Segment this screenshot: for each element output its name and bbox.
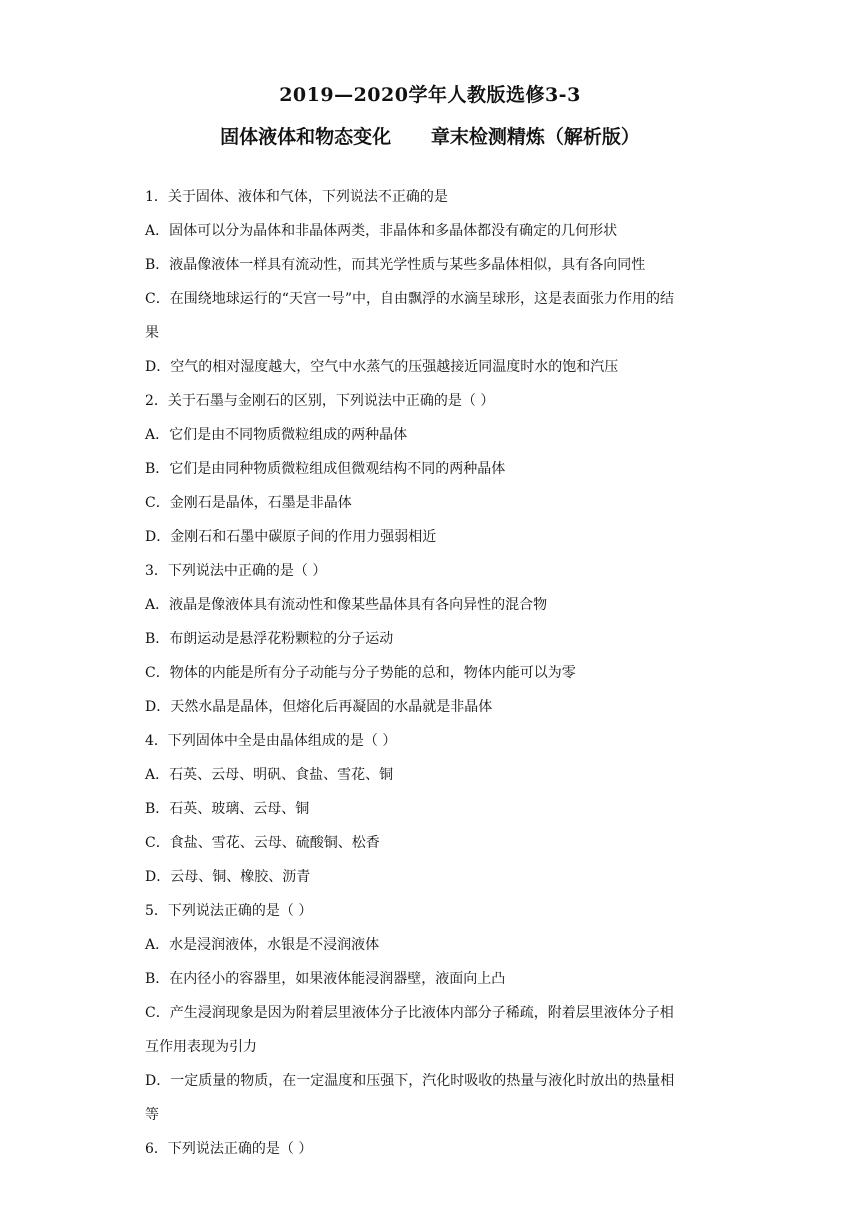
question-3-option-d: D．天然水晶是晶体，但熔化后再凝固的水晶就是非晶体 [145,699,493,715]
question-4-option-b: B．石英、玻璃、云母、铜 [145,801,310,817]
question-6-stem: 6．下列说法正确的是（ ） [145,1141,313,1157]
question-list [145,180,725,1166]
question-5-option-b: B．在内径小的容器里，如果液体能浸润器壁，液面向上凸 [145,971,506,987]
question-1-option-c: C．在围绕地球运行的“天宫一号”中，自由飘浮的水滴呈球形，这是表面张力作用的结 [145,291,675,307]
question-4-option-d: D．云母、铜、橡胶、沥青 [145,869,311,885]
question-1-option-b: B．液晶像液体一样具有流动性，而其光学性质与某些多晶体相似，具有各向同性 [145,257,646,273]
question-1-option-c-cont: 果 [145,325,159,341]
question-3-option-c: C．物体的内能是所有分子动能与分子势能的总和，物体内能可以为零 [145,665,576,681]
question-5-option-d: D．一定质量的物质，在一定温度和压强下，汽化时吸收的热量与液化时放出的热量相 [145,1073,675,1089]
question-4-option-a: A．石英、云母、明矾、食盐、雪花、铜 [145,767,394,783]
question-3-option-a: A．液晶是像液体具有流动性和像某些晶体具有各向异性的混合物 [145,597,548,613]
question-2-option-b: B．它们是由同种物质微粒组成但微观结构不同的两种晶体 [145,461,506,477]
document-title: 2019—2020学年人教版选修3-3 [279,84,581,106]
question-1-option-a: A．固体可以分为晶体和非晶体两类，非晶体和多晶体都没有确定的几何形状 [145,223,618,239]
question-3-stem: 3．下列说法中正确的是（ ） [145,563,327,579]
question-1-option-d: D．空气的相对湿度越大，空气中水蒸气的压强越接近同温度时水的饱和汽压 [145,359,619,375]
question-1-stem: 1．关于固体、液体和气体，下列说法不正确的是 [145,189,448,205]
question-5-option-d-cont: 等 [145,1107,159,1123]
question-2-option-c: C．金刚石是晶体，石墨是非晶体 [145,495,352,511]
question-5-option-c: C．产生浸润现象是因为附着层里液体分子比液体内部分子稀疏，附着层里液体分子相 [145,1005,674,1021]
question-2-stem: 2．关于石墨与金刚石的区别，下列说法中正确的是（ ） [145,393,495,409]
document-subtitle: 固体液体和物态变化 章末检测精炼（解析版） [220,126,640,148]
question-5-stem: 5．下列说法正确的是（ ） [145,903,313,919]
question-2-option-d: D．金刚石和石墨中碳原子间的作用力强弱相近 [145,529,437,545]
question-5-option-a: A．水是浸润液体，水银是不浸润液体 [145,937,380,953]
question-2-option-a: A．它们是由不同物质微粒组成的两种晶体 [145,427,408,443]
question-4-stem: 4．下列固体中全是由晶体组成的是（ ） [145,733,397,749]
question-4-option-c: C．食盐、雪花、云母、硫酸铜、松香 [145,835,380,851]
question-3-option-b: B．布朗运动是悬浮花粉颗粒的分子运动 [145,631,394,647]
question-5-option-c-cont: 互作用表现为引力 [145,1039,257,1055]
